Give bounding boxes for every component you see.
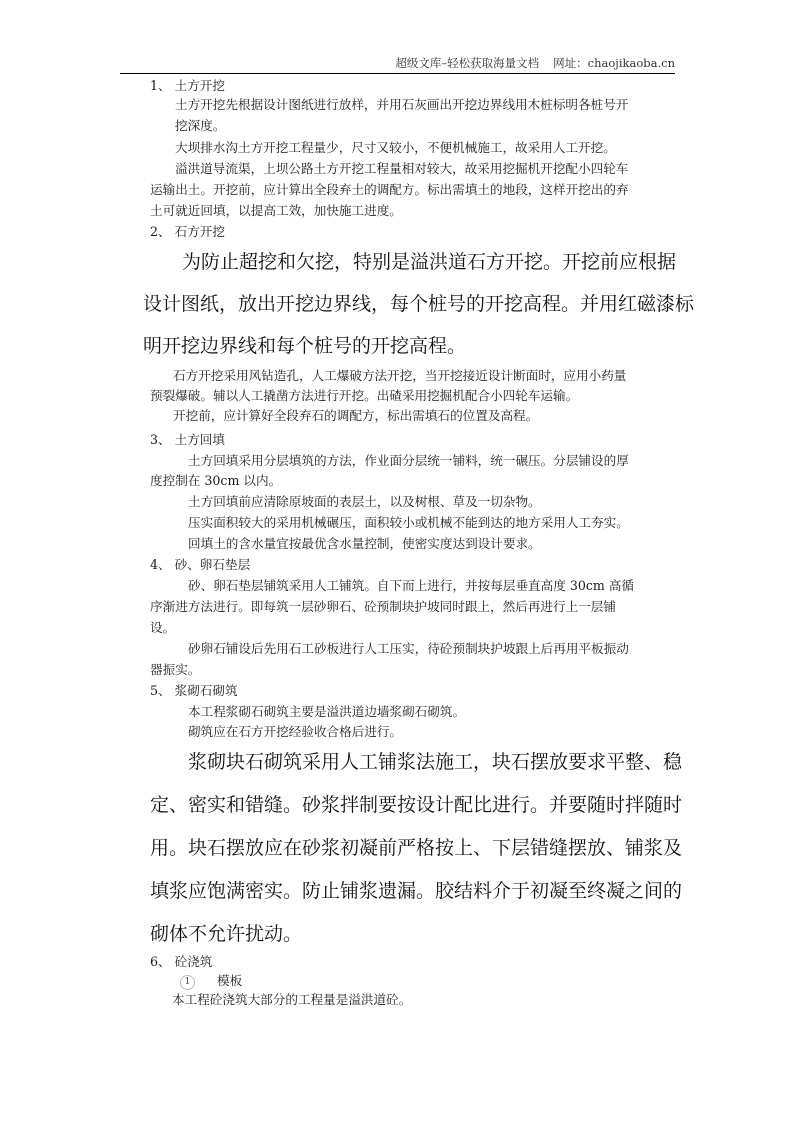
paragraph-line: 溢洪道导流渠，上坝公路土方开挖工程量相对较大，故采用挖掘机开挖配小四轮车: [175, 161, 629, 176]
paragraph-line: 大坝排水沟土方开挖工程量少，尺寸又较小，不便机械施工，故采用人工开挖。: [175, 140, 616, 155]
paragraph-line: 回填土的含水量宜按最优含水量控制，使密实度达到设计要求。: [188, 536, 541, 551]
paragraph-line: 开挖前，应计算好全段弃石的调配方，标出需填石的位置及高程。: [173, 408, 539, 423]
paragraph-line: 土方回填前应清除原坡面的表层土，以及树根、草及一切杂物。: [188, 494, 541, 509]
paragraph-line: 本工程砼浇筑大部分的工程量是溢洪道砼。: [172, 992, 412, 1007]
header-url[interactable]: chaojikaoba.cn: [587, 56, 675, 70]
paragraph-line: 石方开挖采用风钻造孔，人工爆破方法开挖，当开挖接近设计断面时，应用小药量: [173, 368, 627, 383]
section-3-title: 3、 土方回填: [150, 432, 225, 447]
section-5-title: 5、 浆砌石砌筑: [150, 683, 238, 698]
paragraph-line: 运输出土。开挖前，应计算出全段弃土的调配方。标出需填土的地段，这样开挖出的弃: [150, 182, 629, 197]
paragraph-line: 挖深度。: [175, 118, 226, 133]
paragraph-line: 土方开挖先根据设计图纸进行放样，并用石灰画出开挖边界线用木桩标明各桩号开: [175, 97, 629, 112]
paragraph-line: 序渐进方法进行。即每筑一层砂卵石、砼预制块护坡同时跟上，然后再进行上一层铺: [150, 599, 616, 614]
paragraph-line: 设。: [150, 620, 176, 635]
paragraph-line: 器振实。: [150, 662, 201, 677]
paragraph-line: 砌筑应在石方开挖经验收合格后进行。: [188, 724, 403, 739]
paragraph-line: 度控制在 30cm 以内。: [150, 473, 282, 488]
subsection-title: 模板: [217, 973, 243, 988]
section-2-title: 2、 石方开挖: [150, 224, 225, 239]
header-site-name: 超级文库–轻松获取海量文档: [395, 56, 540, 70]
paragraph-line: 砂卵石铺设后先用石工砂板进行人工压实，待砼预制块护坡跟上后再用平板振动: [188, 641, 629, 656]
subsection-1-heading: [180, 972, 242, 990]
large-paragraph-line: 定、密实和错缝。砂浆拌制要按设计配比进行。并要随时拌随时: [150, 794, 683, 816]
paragraph-line: 土方回填采用分层填筑的方法，作业面分层统一铺料，统一碾压。分层铺设的厚: [188, 453, 629, 468]
large-paragraph-line: 浆砌块石砌筑采用人工铺浆法施工，块石摆放要求平整、稳: [188, 751, 683, 773]
large-paragraph-line: 填浆应饱满密实。防止铺浆遗漏。胶结料介于初凝至终凝之间的: [150, 880, 683, 902]
header-divider: [120, 73, 675, 74]
large-paragraph-line: 为防止超挖和欠挖，特别是溢洪道石方开挖。开挖前应根据: [182, 251, 677, 273]
paragraph-line: 砂、卵石垫层铺筑采用人工铺筑。自下而上进行，并按每层垂直高度 30cm 高循: [188, 578, 635, 593]
large-paragraph-line: 设计图纸，放出开挖边界线，每个桩号的开挖高程。并用红磁漆标: [143, 293, 695, 315]
page-header: [120, 55, 675, 73]
circled-number: 1: [180, 975, 195, 990]
large-paragraph-line: 明开挖边界线和每个桩号的开挖高程。: [143, 335, 467, 357]
paragraph-line: 本工程浆砌石砌筑主要是溢洪道边墙浆砌石砌筑。: [188, 704, 466, 719]
paragraph-line: 压实面积较大的采用机械碾压，面积较小或机械不能到达的地方采用人工夯实。: [188, 515, 629, 530]
large-paragraph-line: 砌体不允许扰动。: [150, 923, 303, 945]
section-4-title: 4、 砂、卵石垫层: [150, 557, 251, 572]
paragraph-line: 土可就近回填，以提高工效，加快施工进度。: [150, 203, 402, 218]
header-url-label: 网址：: [553, 56, 588, 70]
paragraph-line: 预裂爆破。辅以人工撬凿方法进行开挖。出碴采用挖掘机配合小四轮车运输。: [150, 388, 579, 403]
large-paragraph-line: 用。块石摆放应在砂浆初凝前严格按上、下层错缝摆放、铺浆及: [150, 837, 683, 859]
section-1-title: 1、 土方开挖: [150, 78, 225, 93]
section-6-title: 6、 砼浇筑: [150, 954, 213, 969]
